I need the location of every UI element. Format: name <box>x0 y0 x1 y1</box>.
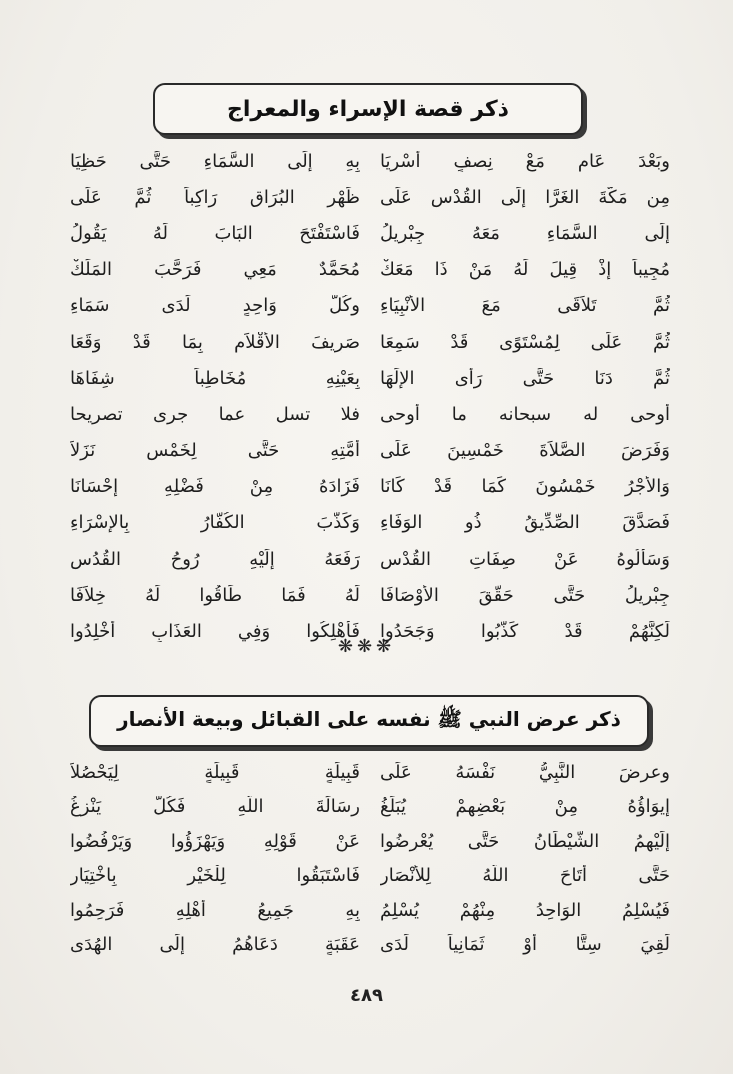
verse-row <box>70 469 670 505</box>
verse-row <box>70 505 670 541</box>
second-hemistich: فَاسْتَبَقُوا لِلْخَيْرِ بِاخْتِيَارِ <box>70 865 360 887</box>
second-hemistich: فَاسْتَفْتَحَ البَابَ لَهُ يَقُولُ <box>70 222 360 244</box>
first-hemistich: حَتَّى أَتَاحَ اللَّهُ لِلأَنْصَارِ <box>380 865 670 887</box>
second-hemistich: عَنْ قَوْلِهِ وَيَهْزَؤُوا وَيَرْفُضُوا <box>70 830 360 852</box>
second-hemistich: بِهِ جَمِيعُ أَهْلِهِ فَرَحِمُوا <box>70 899 360 921</box>
second-hemistich: مُحَمَّدٌ مَعِي فَرَحَّبَ المَلَكْ <box>70 259 360 281</box>
verse-row <box>70 324 670 360</box>
verse-row <box>70 252 670 288</box>
verse-row <box>70 143 670 179</box>
section-separator: ❋❋❋ <box>337 636 396 657</box>
verse-row <box>70 215 670 251</box>
second-hemistich: فَأُهْلِكُوا وَفِي العَذَابِ أُخْلِدُوا <box>70 621 360 643</box>
second-hemistich: وكُلُّ وَاحِدٍ لَدَى سَمَاءِ <box>70 295 360 317</box>
second-hemistich: ظَهْرِ البُرَاقِ رَاكِباً ثُمَّ عَلَى <box>70 186 360 208</box>
second-hemistich: أُمَّتِهِ حَتَّى لِخَمْسٍ نَزَلاَ <box>70 440 360 462</box>
second-hemistich: عَقَبَةٍ دَعَاهُمُ إِلَى الهُدَى <box>70 934 360 956</box>
first-hemistich: وبَعْدَ عَامٍ مَعْ نِصفٍ أُسْرِيَا <box>380 150 670 172</box>
first-hemistich: وَالأَجْرُ خَمْسُونَ كَمَا قَدْ كَانَا <box>380 476 670 498</box>
second-hemistich: فَزَادَهُ مِنْ فَضْلِهِ إِحْسَانَا <box>70 476 360 498</box>
first-hemistich: إِلَيْهِمُ الشَّيْطَانُ حَتَّى يُعْرِضُوا <box>380 830 670 852</box>
second-hemistich: فلا تسل عما جرى تصريحا <box>70 403 360 425</box>
first-hemistich: إِيوَاؤُهُ مِنْ بَعْضِهِمْ يُبَلِّغُ <box>380 796 670 818</box>
verse-row <box>70 360 670 396</box>
verse-row <box>70 824 670 859</box>
section-heading-tribes-ansar: ذكر عرض النبي ﷺ نفسه على القبائل وبيعة الأنصار <box>89 695 649 747</box>
first-hemistich: لَكِنَّهُمْ قَدْ كَذَّبُوا وَجَحَدُوا <box>380 621 670 643</box>
verse-row <box>70 893 670 928</box>
first-hemistich: فَصَدَّقَ الصِّدِّيقُ ذُو الوَفَاءِ <box>380 512 670 534</box>
verse-row <box>70 541 670 577</box>
first-hemistich: مِن مَكَّةَ الغَرَّا إِلَى القُدْسِ عَلَى <box>380 186 670 208</box>
verse-row <box>70 859 670 894</box>
poem-isra-miraj <box>70 143 670 650</box>
poem-tribes-ansar <box>70 755 670 962</box>
second-hemistich: لَهُ فَمَا طَاقُوا لَهُ خِلاَفَا <box>70 584 360 606</box>
first-hemistich: إِلَى السَّمَاءِ مَعَهُ جِبْرِيلُ <box>380 222 670 244</box>
verse-row <box>70 433 670 469</box>
first-hemistich: وَسَأَلُوهُ عَنْ صِفَاتِ القُدْسِ <box>380 548 670 570</box>
second-hemistich: بِهِ إِلَى السَّمَاءِ حَتَّى حَظِيَا <box>70 150 360 172</box>
first-hemistich: وعرضَ النَّبِيُّ نَفْسَهُ عَلَى <box>380 761 670 783</box>
second-hemistich: بِعَيْنِهِ مُخَاطِباً شِفَاهَا <box>70 367 360 389</box>
first-hemistich: مُجِيباً إِذْ قِيلَ لَهُ مَنْ ذَا مَعَكْ <box>380 259 670 281</box>
second-hemistich: قَبِيلَةٍ قَبِيلَةٍ لِيَحْصُلاَ <box>70 761 360 783</box>
first-hemistich: ثُمَّ تَلاَقَى مَعَ الأَنْبِيَاءِ <box>380 295 670 317</box>
verse-row <box>70 790 670 825</box>
second-hemistich: وَكَذَّبَ الكُفَّارُ بِالإِسْرَاءِ <box>70 512 360 534</box>
first-hemistich: وَفَرَضَ الصَّلاَةَ خَمْسِينَ عَلَى <box>380 440 670 462</box>
first-hemistich: أوحى له سبحانه ما أوحى <box>380 403 670 425</box>
second-hemistich: رِسَالَةَ اللَّهِ فَكُلٌّ يَنْزِغُ <box>70 796 360 818</box>
first-hemistich: جِبْرِيلُ حَتَّى حَقَّقَ الأَوْصَافَا <box>380 584 670 606</box>
first-hemistich: لَقِيَ سِتًّا أَوْ ثَمَانِياً لَدَى <box>380 934 670 956</box>
section-heading-isra-miraj: ذكر قصة الإسراء والمعراج <box>153 83 583 135</box>
second-hemistich: صَرِيفَ الأَقْلاَمِ بِمَا قَدْ وَقَعَا <box>70 331 360 353</box>
verse-row <box>70 577 670 613</box>
verse-row <box>70 179 670 215</box>
verse-row <box>70 396 670 432</box>
second-hemistich: رَفَعَهُ إِلَيْهِ رُوحُ القُدُسِ <box>70 548 360 570</box>
page-number: ٤٨٩ <box>350 985 383 1006</box>
first-hemistich: ثُمَّ عَلَى لِمُسْتَوًى قَدْ سَمِعَا <box>380 331 670 353</box>
verse-row <box>70 928 670 963</box>
verse-row <box>70 755 670 790</box>
first-hemistich: ثُمَّ دَنَا حَتَّى رَأَى الإِلَهَا <box>380 367 670 389</box>
first-hemistich: فَيُسْلِمُ الوَاحِدُ مِنْهُمْ يُسْلِمُ <box>380 899 670 921</box>
verse-row <box>70 288 670 324</box>
